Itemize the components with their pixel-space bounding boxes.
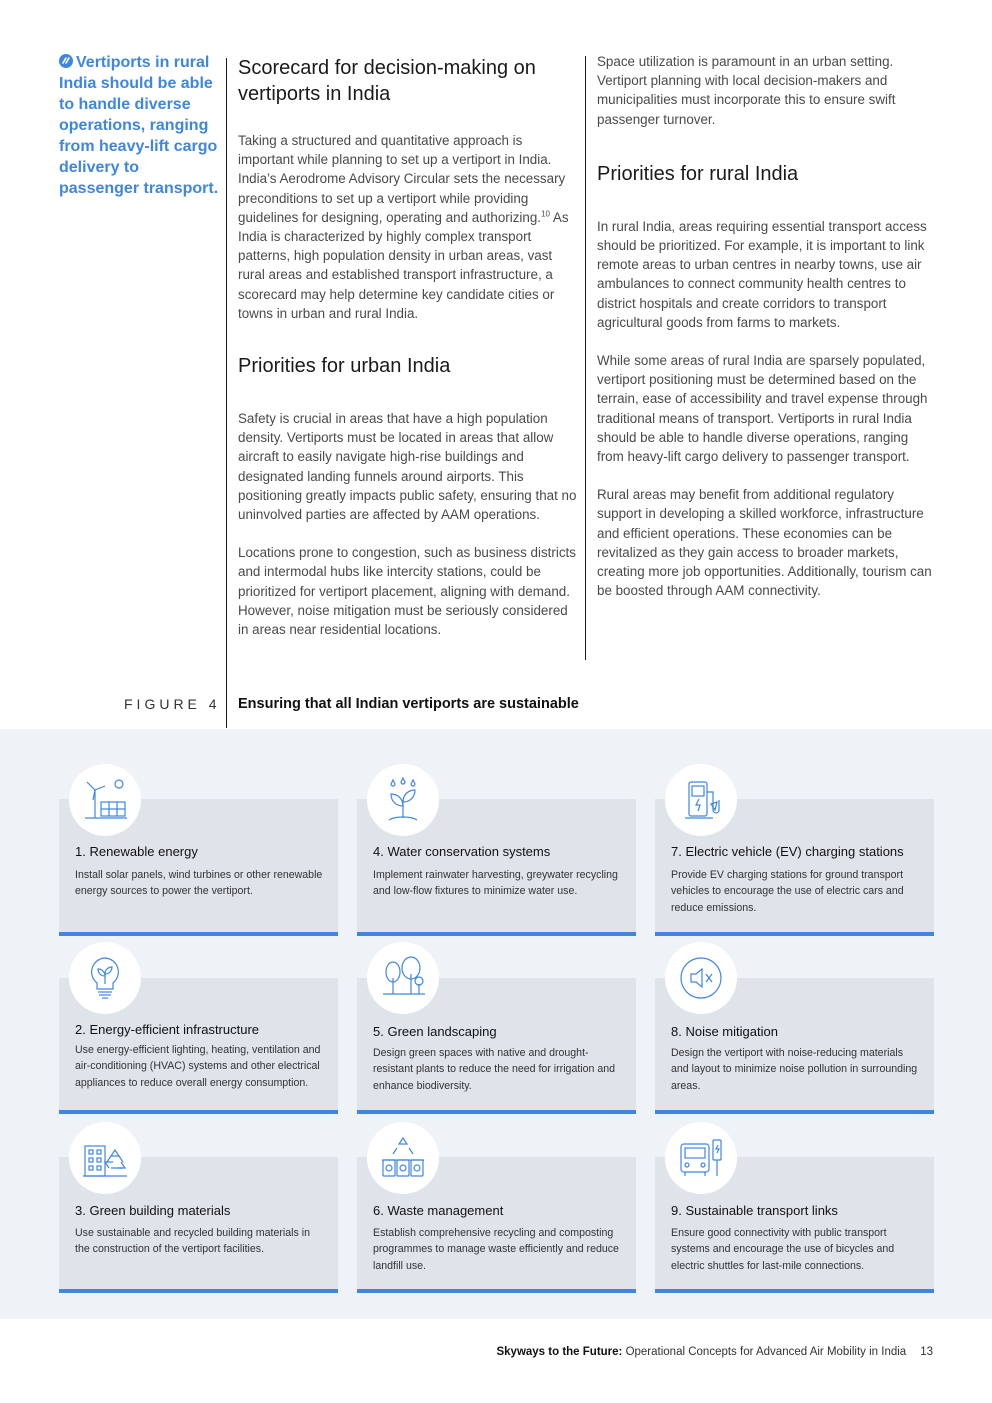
paragraph-rural-terrain: While some areas of rural India are sparsely populated, vertiport positioning must be determined based on the terrain, ease of accessibility and travel expense through traditional means of transport. Vertiports in rural India should be able to handle diverse operations, ranging from heavy-lift cargo delivery to passenger transport. <box>597 353 928 465</box>
card-description: Implement rainwater harvesting, greywater recycling and low-flow fixtures to minimize water use. <box>373 869 618 898</box>
column-divider-left <box>226 58 227 728</box>
card-description: Design green spaces with native and drought-resistant plants to reduce the need for irrigation and enhance biodiversity. <box>373 1047 616 1092</box>
card-waste-management <box>357 1157 636 1293</box>
card-description: Establish comprehensive recycling and composting programmes to manage waste efficiently and reduce landfill use. <box>373 1227 619 1272</box>
card-noise-mitigation <box>655 978 934 1114</box>
card-title: 7. Electric vehicle (EV) charging stations <box>671 844 904 859</box>
ev-charger-icon <box>665 764 737 836</box>
card-title: 2. Energy-efficient infrastructure <box>75 1022 260 1037</box>
right-column <box>597 52 937 600</box>
paragraph-urban-congestion: Locations prone to congestion, such as business districts and intermodal hubs like intercity stations, could be prioritized for vertiport placement, aligning with demand. However, noise mitigation must be seriously considered in areas near residential locations. <box>238 545 576 638</box>
sidebar-quote <box>59 52 219 199</box>
card-description: Design the vertiport with noise-reducing materials and layout to minimize noise pollution in surrounding areas. <box>671 1047 918 1092</box>
card-description: Use energy-efficient lighting, heating, ventilation and air-conditioning (HVAC) systems and other electrical appliances to reduce overall energy consumption. <box>75 1044 321 1089</box>
eco-bulb-icon <box>69 942 141 1014</box>
card-title: 6. Waste management <box>373 1203 504 1218</box>
column-divider-right <box>585 56 586 660</box>
card-description: Ensure good connectivity with public transport systems and encourage the use of bicycles and electric shuttles for last-mile connections. <box>671 1227 895 1272</box>
figure-label: FIGURE 4 <box>124 696 221 712</box>
footer-title: Operational Concepts for Advanced Air Mobility in India <box>622 1346 907 1358</box>
mute-speaker-icon <box>665 942 737 1014</box>
heading-scorecard: Scorecard for decision-making on vertiports in India <box>238 57 536 105</box>
card-water-conservation <box>357 799 636 936</box>
card-green-landscaping <box>357 978 636 1114</box>
left-column <box>238 55 578 639</box>
footer-title-bold: Skyways to the Future: <box>496 1346 623 1358</box>
card-green-building <box>59 1157 338 1293</box>
card-title: 5. Green landscaping <box>373 1024 497 1039</box>
paragraph-rural-support: Rural areas may benefit from additional regulatory support in developing a skilled workforce, infrastructure and efficient operations. These economies can be revitalized as they gain access to broader markets, creating more job opportunities. Additionally, tourism can be boosted through AAM connectivity. <box>597 487 932 599</box>
building-recycle-icon <box>69 1122 141 1194</box>
paragraph-scorecard: Taking a structured and quantitative approach is important while planning to set up a vertiport in India. India’s Aerodrome Advisory Circular sets the necessary preconditions to set up a vertiport while providing guidelines for designing, operating and authorizing.$^{10}$ As India is characterized by highly complex transport patterns, high population density in urban areas, vast rural areas and established transport infrastructure, a scorecard may help determine key candidate cities or towns in urban and rural India. <box>238 133 569 321</box>
card-energy-efficient <box>59 978 338 1114</box>
heading-urban: Priorities for urban India <box>238 355 451 378</box>
card-title: 1. Renewable energy <box>75 844 198 859</box>
page-footer <box>496 1346 933 1358</box>
card-sustainable-transport <box>655 1157 934 1293</box>
card-title: 9. Sustainable transport links <box>671 1203 838 1218</box>
card-description: Install solar panels, wind turbines or other renewable energy sources to power the vertiport. <box>75 869 323 898</box>
card-title: 4. Water conservation systems <box>373 844 551 859</box>
card-title: 8. Noise mitigation <box>671 1024 778 1039</box>
rain-plant-icon <box>367 764 439 836</box>
heading-rural: Priorities for rural India <box>597 162 799 185</box>
bus-charger-icon <box>665 1122 737 1194</box>
card-ev-charging <box>655 799 934 936</box>
recycle-bins-icon <box>367 1122 439 1194</box>
card-description: Use sustainable and recycled building materials in the construction of the vertiport facilities. <box>75 1227 310 1256</box>
page-number: 13 <box>920 1346 933 1358</box>
figure-title: Ensuring that all Indian vertiports are sustainable <box>238 696 579 712</box>
quote-mark-icon <box>59 54 73 68</box>
paragraph-rural-access: In rural India, areas requiring essential transport access should be prioritized. For example, it is important to link remote areas to urban centres in nearby towns, use air ambulances to connect community health centres to district hospitals and create corridors to transport agricultural goods from farms to markets. <box>597 218 927 330</box>
wind-solar-icon <box>69 764 141 836</box>
paragraph-space-utilization: Space utilization is paramount in an urban setting. Vertiport planning with local decision-makers and municipalities must incorporate this to ensure swift passenger turnover. <box>597 54 896 127</box>
card-renewable-energy <box>59 799 338 936</box>
card-title: 3. Green building materials <box>75 1203 231 1218</box>
sidebar-quote-text: Vertiports in rural India should be able to handle diverse operations, ranging from heavy-lift cargo delivery to passenger transport. <box>59 54 219 197</box>
card-description: Provide EV charging stations for ground transport vehicles to encourage the use of electric cars and reduce emissions. <box>671 869 904 914</box>
trees-icon <box>367 942 439 1014</box>
paragraph-urban-safety: Safety is crucial in areas that have a high population density. Vertiports must be located in areas that allow aircraft to easily navigate high-rise buildings and designated landing funnels around airports. This positioning greatly impacts public safety, ensuring that no uninvolved parties are affected by AAM operations. <box>238 411 577 523</box>
